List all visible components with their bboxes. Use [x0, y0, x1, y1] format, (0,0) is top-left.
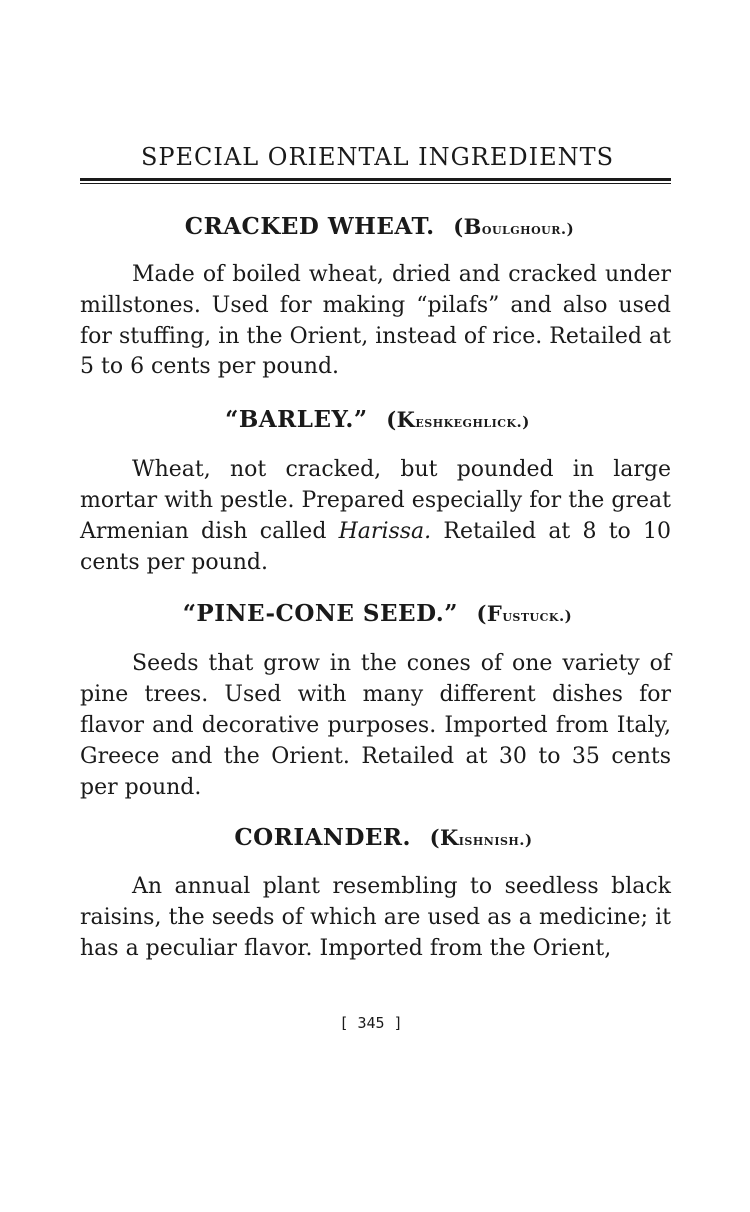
alt-rest: ustuck.) — [502, 607, 573, 626]
entry-name: “BARLEY.” — [225, 406, 368, 434]
header-rule-thick — [80, 178, 671, 181]
body-text: Retailed at 8 to 10 cents per pound. — [80, 518, 672, 575]
entry-alt-name — [386, 407, 530, 433]
entry-body: An annual plant resembling to seedless black raisins, the seeds of which are used as a medicine; it has a peculiar flavor. Imported from the Orient, — [80, 874, 671, 961]
entry-alt-name — [453, 214, 575, 239]
entry-title — [80, 599, 671, 631]
alt-initial: (F — [476, 601, 503, 627]
entry-name: CORIANDER. — [234, 824, 412, 852]
entry-title — [80, 405, 671, 437]
entry-title — [80, 212, 671, 244]
entry-barley — [80, 405, 671, 578]
page-content — [80, 140, 671, 965]
alt-initial: (K — [429, 825, 459, 851]
entry-name: CRACKED WHEAT. — [184, 213, 435, 240]
entry-name: “PINE-CONE SEED.” — [182, 600, 458, 628]
entry-body: Seeds that grow in the cones of one variety of pine trees. Used with many different dishes for flavor and decorative purposes. Imported from Italy, Greece and the Orient. Retailed at 30 to 35 cents per pound. — [80, 651, 671, 800]
entry-alt-name — [429, 825, 533, 851]
alt-rest: ishnish.) — [458, 831, 533, 850]
alt-initial: (K — [386, 407, 416, 433]
header-rule-thin — [80, 183, 671, 184]
page-number: [ 345 ] — [339, 1014, 403, 1032]
entry-coriander — [80, 823, 671, 964]
body-text: Wheat, not cracked, but pounded in large mortar with pestle. Prepared especially for the great Armenian dish called — [80, 457, 671, 544]
alt-initial: (B — [453, 214, 482, 239]
entry-pine-cone-seed — [80, 599, 671, 803]
dish-name: Harissa. — [338, 518, 432, 544]
running-head: SPECIAL ORIENTAL INGREDIENTS — [140, 143, 615, 171]
entry-body — [80, 455, 671, 578]
entry-body: Made of boiled wheat, dried and cracked under millstones. Used for making “pilafs” and also used for stuffing, in the Orient, instead of rice. Retailed at 5 to 6 cents per pound. — [80, 262, 671, 380]
alt-rest: eshkeghlick.) — [415, 413, 530, 432]
entry-cracked-wheat — [80, 212, 671, 383]
alt-rest: oulghour.) — [481, 220, 575, 238]
entry-alt-name — [476, 601, 573, 627]
entry-title — [80, 823, 671, 855]
